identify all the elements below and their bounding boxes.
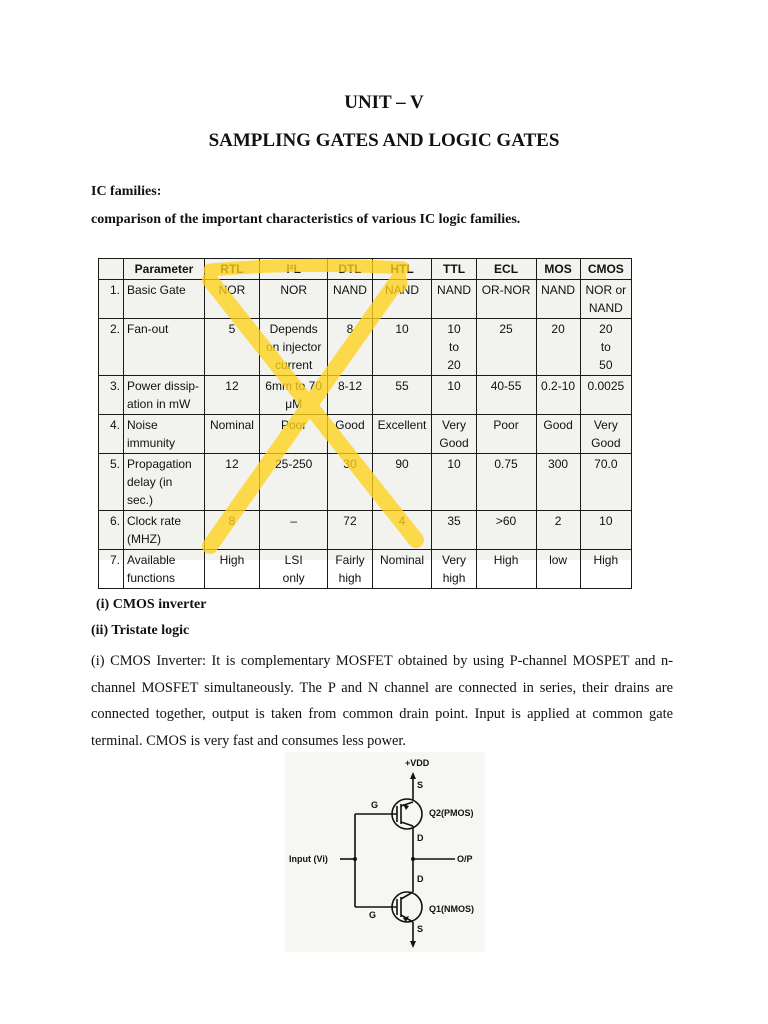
table-cell: 40-55 (476, 376, 536, 415)
table-cell: 10 (432, 454, 476, 511)
row-number-cell: 1. (99, 280, 124, 319)
parameter-cell: Fan-out (124, 319, 205, 376)
table-row (99, 415, 632, 454)
table-cell: NOR (259, 280, 328, 319)
table-header-cell: CMOS (580, 259, 631, 280)
table-cell: low (536, 550, 580, 589)
table-row (99, 319, 632, 376)
table-cell: Nominal (372, 550, 432, 589)
cmos-inverter-circuit (285, 752, 485, 952)
table-cell: Excellent (372, 415, 432, 454)
table-row (99, 511, 632, 550)
row-number-cell: 6. (99, 511, 124, 550)
table-header-cell: RTL (205, 259, 260, 280)
table-cell: Good (536, 415, 580, 454)
table-cell: 10 (432, 376, 476, 415)
row-number-cell: 5. (99, 454, 124, 511)
table-cell: Poor (476, 415, 536, 454)
row-number-cell: 4. (99, 415, 124, 454)
vdd-label: +VDD (405, 758, 430, 768)
cmos-inverter-paragraph: (i) CMOS Inverter: It is complementary MOSFET obtained by using P-channel MOSPET and n-channel MOSFET simultaneously. The P and N channel are connected in series, their drains are connected together, output is taken from common drain point. Input is applied at common gate terminal. CMOS is very fast and consumes less power. (91, 653, 673, 749)
table-cell: Very Good (432, 415, 476, 454)
table-cell: 10 (580, 511, 631, 550)
parameter-cell: Clock rate (MHZ) (124, 511, 205, 550)
table-cell: 8 (205, 511, 260, 550)
table-cell: 72 (328, 511, 372, 550)
comparison-heading: comparison of the important characteristics of various IC logic families. (91, 212, 521, 227)
table-cell: 300 (536, 454, 580, 511)
table-cell: 4 (372, 511, 432, 550)
table-cell: Very Good (580, 415, 631, 454)
table-cell: NAND (372, 280, 432, 319)
table-cell: Nominal (205, 415, 260, 454)
table-cell: 55 (372, 376, 432, 415)
table-cell: NAND (432, 280, 476, 319)
table-cell: 12 (205, 454, 260, 511)
table-cell: 25-250 (259, 454, 328, 511)
table-cell: LSI only (259, 550, 328, 589)
ic-families-table-image (98, 258, 632, 585)
table-cell: 8-12 (328, 376, 372, 415)
table-header-cell: TTL (432, 259, 476, 280)
source-bottom-label: S (417, 924, 424, 934)
table-cell: High (476, 550, 536, 589)
table-header-cell: MOS (536, 259, 580, 280)
table-cell: >60 (476, 511, 536, 550)
gate-top-label: G (371, 800, 379, 810)
ic-families-heading: IC families: (91, 184, 162, 199)
row-number-cell: 7. (99, 550, 124, 589)
table-cell: 12 (205, 376, 260, 415)
table-cell: – (259, 511, 328, 550)
table-cell: 70.0 (580, 454, 631, 511)
table-cell: Poor (259, 415, 328, 454)
table-cell: Depends on injector current (259, 319, 328, 376)
gate-bottom-label: G (369, 910, 377, 920)
table-header-cell: I²L (259, 259, 328, 280)
input-label: Input (Vi) (289, 854, 328, 864)
table-header-row (99, 259, 632, 280)
ic-families-table (98, 258, 632, 589)
drain-top-label: D (417, 833, 424, 843)
table-header-cell (99, 259, 124, 280)
table-row (99, 376, 632, 415)
table-cell: Good (328, 415, 372, 454)
table-cell: Very high (432, 550, 476, 589)
table-cell: 35 (432, 511, 476, 550)
output-label: O/P (457, 854, 473, 864)
table-cell: OR-NOR (476, 280, 536, 319)
table-cell: 2 (536, 511, 580, 550)
table-cell: 25 (476, 319, 536, 376)
table-cell: High (580, 550, 631, 589)
page-title: SAMPLING GATES AND LOGIC GATES (208, 130, 560, 151)
row-number-cell: 2. (99, 319, 124, 376)
parameter-cell: Power dissip- ation in mW (124, 376, 205, 415)
table-cell: 10 to 20 (432, 319, 476, 376)
table-cell: NAND (328, 280, 372, 319)
table-cell: Fairly high (328, 550, 372, 589)
table-cell: 20 (536, 319, 580, 376)
list-item-tristate-logic: (ii) Tristate logic (91, 623, 190, 638)
table-header-cell: Parameter (124, 259, 205, 280)
q2-pmos-label: Q2(PMOS) (429, 808, 474, 818)
drain-bottom-label: D (417, 874, 424, 884)
table-row (99, 550, 632, 589)
table-cell: 5 (205, 319, 260, 376)
table-cell: 90 (372, 454, 432, 511)
table-cell: 0.75 (476, 454, 536, 511)
table-row (99, 454, 632, 511)
table-header-cell: ECL (476, 259, 536, 280)
table-header-cell: HTL (372, 259, 432, 280)
table-cell: High (205, 550, 260, 589)
table-cell: 6mm to 70 μM (259, 376, 328, 415)
row-number-cell: 3. (99, 376, 124, 415)
parameter-cell: Noise immunity (124, 415, 205, 454)
table-cell: NOR (205, 280, 260, 319)
table-cell: 10 (372, 319, 432, 376)
q1-nmos-label: Q1(NMOS) (429, 904, 474, 914)
parameter-cell: Available functions (124, 550, 205, 589)
table-row (99, 280, 632, 319)
table-cell: NOR or NAND (580, 280, 631, 319)
table-cell: 20 to 50 (580, 319, 631, 376)
table-cell: 0.0025 (580, 376, 631, 415)
parameter-cell: Basic Gate (124, 280, 205, 319)
unit-heading: UNIT – V (344, 92, 424, 113)
table-cell: 8 (328, 319, 372, 376)
table-cell: NAND (536, 280, 580, 319)
table-cell: 30 (328, 454, 372, 511)
table-header-cell: DTL (328, 259, 372, 280)
table-cell: 0.2-10 (536, 376, 580, 415)
list-item-cmos-inverter: (i) CMOS inverter (96, 597, 207, 612)
parameter-cell: Propagation delay (in sec.) (124, 454, 205, 511)
source-top-label: S (417, 780, 424, 790)
